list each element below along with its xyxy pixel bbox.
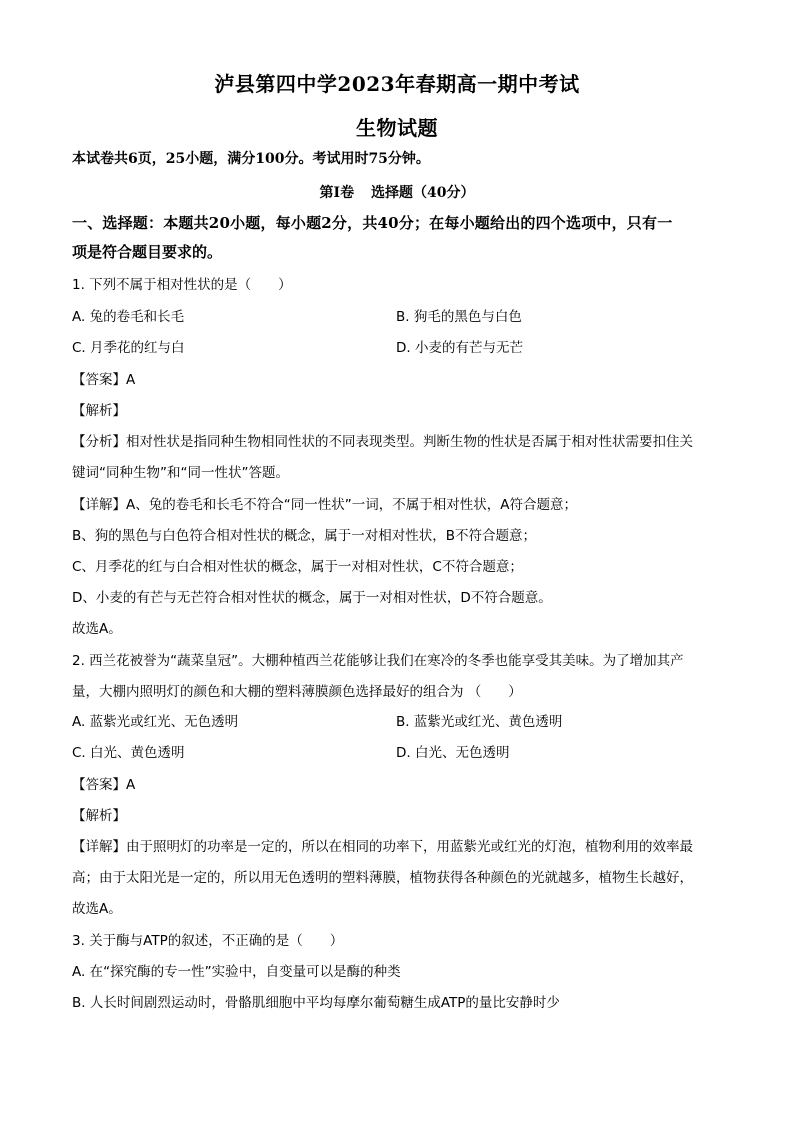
question-3-stem: 3. 关于酶与ATP的叙述，不正确的是（ ） [72,933,344,949]
question-2-stem-line-2: 量，大棚内照明灯的颜色和大棚的塑料薄膜颜色选择最好的组合为 （ ） [72,684,522,700]
section-heading [0,182,794,202]
question-1-detail-line-1: 【详解】A、兔的卷毛和长毛不符合“同一性状”一词，不属于相对性状，A符合题意； [72,497,577,513]
question-1-answer: 【答案】A [72,372,136,388]
question-1-stem: 1. 下列不属于相对性状的是（ ） [72,277,292,293]
section-name: 选择题（40分） [370,185,475,201]
question-1-detail-line-4: D、小麦的有芒与无芒符合相对性状的概念，属于一对相对性状，D不符合题意。 [72,590,552,606]
section-part: 第Ⅰ卷 [319,185,355,201]
question-1-option-d: D. 小麦的有芒与无芒 [396,340,523,356]
question-1-detail-line-3: C、月季花的红与白合相对性状的概念，属于一对相对性状，C不符合题意； [72,559,523,575]
question-3-option-b: B. 人长时间剧烈运动时，骨骼肌细胞中平均每摩尔葡萄糖生成ATP的量比安静时少 [72,995,560,1011]
question-2-conclusion: 故选A。 [72,901,122,917]
instructions-line-2: 项是符合题目要求的。 [72,243,223,261]
instructions-line-1: 一、选择题：本题共20小题，每小题2分，共40分；在每小题给出的四个选项中，只有一 [72,214,673,232]
exam-title: 泸县第四中学2023年春期高一期中考试 [214,72,580,96]
question-2-detail-line-1: 【详解】由于照明灯的功率是一定的，所以在相同的功率下，用蓝紫光或红光的灯泡，植物利用的效率最 [72,839,693,855]
question-1-option-c: C. 月季花的红与白 [72,340,185,356]
question-2-stem-line-1: 2. 西兰花被誉为“蔬菜皇冠”。大棚种植西兰花能够让我们在寒冷的冬季也能享受其美味。为了增加其产 [72,653,684,669]
question-2-option-a: A. 蓝紫光或红光、无色透明 [72,714,239,730]
question-2-answer: 【答案】A [72,777,136,793]
question-2-option-d: D. 白光、无色透明 [396,745,510,761]
question-3-option-a: A. 在“探究酶的专一性”实验中，自变量可以是酶的种类 [72,964,401,980]
question-1-conclusion: 故选A。 [72,621,122,637]
question-2-option-c: C. 白光、黄色透明 [72,745,185,761]
question-2-option-b: B. 蓝紫光或红光、黄色透明 [396,714,563,730]
question-1-detail-line-2: B、狗的黑色与白色符合相对性状的概念，属于一对相对性状，B不符合题意； [72,528,537,544]
subject-title: 生物试题 [356,116,438,140]
question-1-fenxi-line-2: 键词“同种生物”和“同一性状”答题。 [72,465,289,481]
question-2-analysis-label: 【解析】 [72,808,126,824]
question-1-analysis-label: 【解析】 [72,403,126,419]
question-1-option-a: A. 兔的卷毛和长毛 [72,309,185,325]
exam-info: 本试卷共6页，25小题，满分100分。考试用时75分钟。 [72,151,430,167]
question-1-option-b: B. 狗毛的黑色与白色 [396,309,522,325]
question-1-fenxi-line-1: 【分析】相对性状是指同种生物相同性状的不同表现类型。判断生物的性状是否属于相对性状需要扣住关 [72,434,693,450]
question-2-detail-line-2: 高；由于太阳光是一定的，所以用无色透明的塑料薄膜，植物获得各种颜色的光就越多，植物生长越好， [72,870,693,886]
